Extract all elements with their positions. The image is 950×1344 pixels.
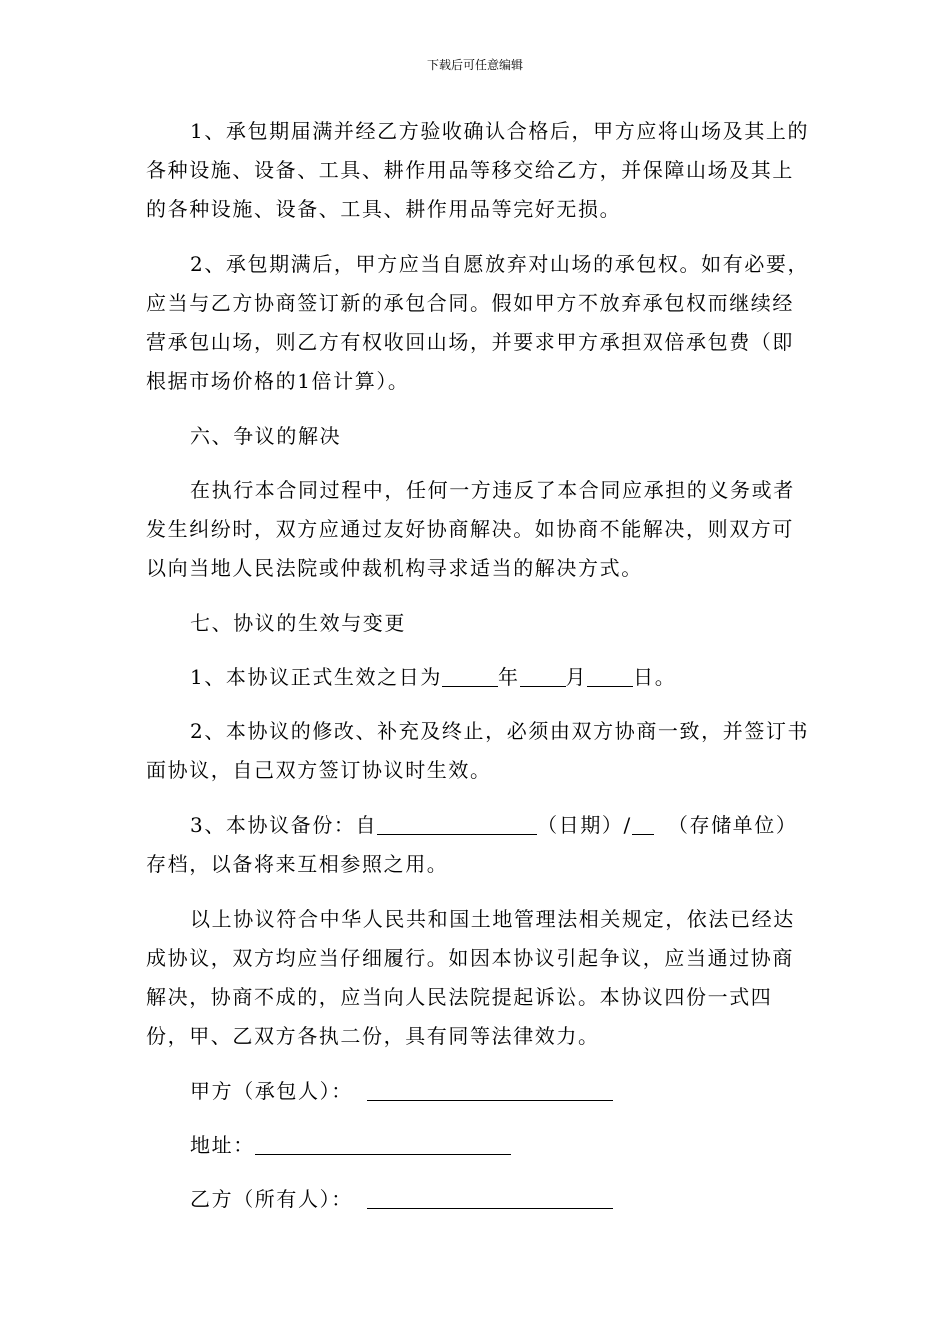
clause-amendment: 2、本协议的修改、补充及终止，必须由双方协商一致，并签订书面协议，自己双方签订协议时生效。 <box>146 719 810 782</box>
month-blank[interactable] <box>520 664 566 687</box>
backup-label: 3、本协议备份：自 <box>190 813 378 837</box>
year-label: 年 <box>497 665 520 689</box>
signature-party-a <box>146 1072 810 1111</box>
party-a-label: 甲方（承包人）： <box>190 1079 353 1103</box>
backup-unit-label: （存储单位）存档，以备将来互相参照之用。 <box>146 813 798 876</box>
address-label: 地址： <box>190 1133 255 1157</box>
clause-handover: 1、承包期届满并经乙方验收确认合格后，甲方应将山场及其上的各种设施、设备、工具、耕作用品等移交给乙方，并保障山场及其上的各种设施、设备、工具、耕作用品等完好无损。 <box>146 119 810 221</box>
effective-date-label: 1、本协议正式生效之日为 <box>190 665 442 689</box>
party-b-blank[interactable] <box>367 1180 613 1209</box>
day-label: 日。 <box>633 665 677 689</box>
party-b-label: 乙方（所有人）： <box>190 1187 353 1211</box>
signature-address <box>146 1126 810 1165</box>
year-blank[interactable] <box>442 664 498 687</box>
party-a-blank[interactable] <box>367 1072 613 1101</box>
contract-body <box>146 112 810 1234</box>
day-blank[interactable] <box>587 664 633 687</box>
clause-expiry: 2、承包期满后，甲方应当自愿放弃对山场的承包权。如有必要，应当与乙方协商签订新的承包合同。假如甲方不放弃承包权而继续经营承包山场，则乙方有权收回山场，并要求甲方承担双倍承包费（即根据市场价格的1倍计算）。 <box>146 252 810 393</box>
section-dispute-title: 六、争议的解决 <box>190 424 342 448</box>
clause-legal: 以上协议符合中华人民共和国土地管理法相关规定，依法已经达成协议，双方均应当仔细履行。如因本协议引起争议，应当通过协商解决，协商不成的，应当向人民法院提起诉讼。本协议四份一式四份，甲、乙双方各执二份，具有同等法律效力。 <box>146 907 795 1048</box>
backup-unit-blank[interactable] <box>632 812 654 835</box>
backup-date-label: （日期）/ <box>537 813 632 837</box>
clause-effective-date <box>146 658 810 697</box>
signature-party-b <box>146 1180 810 1219</box>
clause-dispute: 在执行本合同过程中，任何一方违反了本合同应承担的义务或者发生纠纷时，双方应通过友好协商解决。如协商不能解决，则双方可以向当地人民法院或仲裁机构寻求适当的解决方式。 <box>146 478 795 580</box>
address-blank[interactable] <box>255 1126 511 1155</box>
clause-backup <box>146 806 810 884</box>
backup-date-blank[interactable] <box>377 812 537 835</box>
download-note: 下载后可任意编辑 <box>426 58 523 72</box>
section-effect-title: 七、协议的生效与变更 <box>190 611 406 635</box>
month-label: 月 <box>565 665 588 689</box>
